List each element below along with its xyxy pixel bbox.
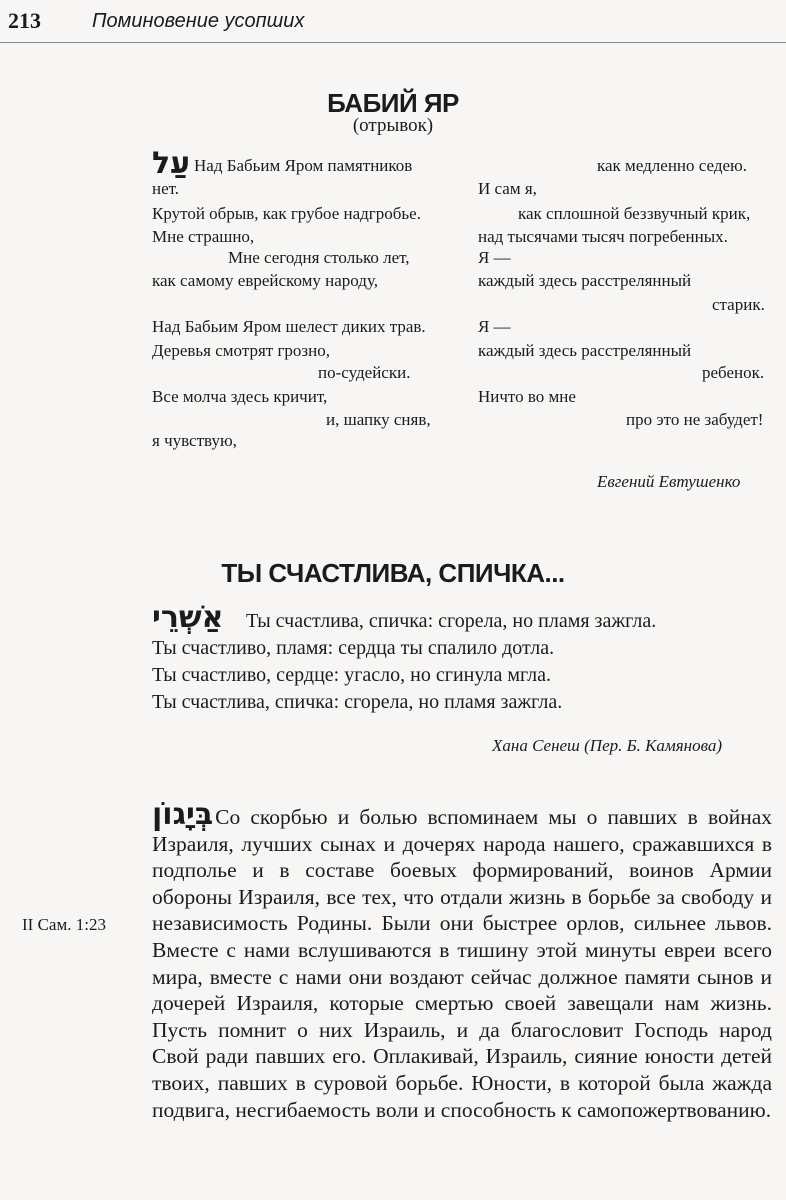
poem-line: Ты счастливо, пламя: сердца ты спалило дотла. xyxy=(152,637,555,659)
memorial-text: Со скорбью и болью вспоминаем мы о павших в войнах Израиля, лучших сынах и дочерях народа нашего, сражавшихся в подполье и в составе боевых формирований, воинов Армии обороны Израиля, все тех, что отдали жизнь в борьбе за свободу и независимость Родины. Были они быстрее орлов, сильнее львов. Вместе с нами вслушиваются в тишину этой минуты евреи всего мира, вместе с нами они воздают сейчас должное памяти сынов и дочерей Израиля, которые смертью своей завещали нам жизнь. Пусть помнит о них Израиль, и да благословит Господь народ Свой ради павших его. Оплакивай, Израиль, сияние юности детей твоих, павших в суровой борьбе. Юности, в которой была жажда подвига, несгибаемость воли и способность к самопожертвованию. xyxy=(152,805,772,1122)
section-title-babi-yar: БАБИЙ ЯР xyxy=(327,88,459,118)
poem-line: Над Бабьим Яром шелест диких трав. xyxy=(152,317,426,336)
poem-line: я чувствую, xyxy=(152,431,237,450)
header-rule xyxy=(0,42,786,43)
author-yevtushenko: Евгений Евтушенко xyxy=(597,472,741,491)
author-senesh: Хана Сенеш (Пер. Б. Камянова) xyxy=(492,736,723,755)
poem-line: Мне страшно, xyxy=(152,227,255,246)
poem-line: Деревья смотрят грозно, xyxy=(152,341,330,360)
poem-line: про это не забудет! xyxy=(626,410,764,429)
poem-line: Ты счастлива, спичка: сгорела, но пламя зажгла. xyxy=(152,691,563,713)
poem-line: как медленно седею. xyxy=(597,156,747,175)
poem-line: Ты счастлива, спичка: сгорела, но пламя зажгла. xyxy=(246,610,657,632)
poem-line: И сам я, xyxy=(478,179,537,198)
poem-line: Я — xyxy=(478,317,511,336)
page-number: 213 xyxy=(8,8,41,33)
poem-line: Мне сегодня столько лет, xyxy=(228,248,410,267)
poem-line: Ничто во мне xyxy=(478,387,576,406)
section-title-spichka: ТЫ СЧАСТЛИВА, СПИЧКА... xyxy=(221,558,565,588)
memorial-paragraph xyxy=(152,797,772,1123)
poem-line: над тысячами тысяч погребенных. xyxy=(478,227,728,246)
margin-reference: II Сам. 1:23 xyxy=(22,915,106,934)
section-subtitle: (отрывок) xyxy=(352,115,434,136)
poem-line: ребенок. xyxy=(702,363,765,382)
hebrew-initial-al: עַל xyxy=(152,146,191,181)
poem-line: каждый здесь расстрелянный xyxy=(478,271,692,290)
poem-line: Крутой обрыв, как грубое надгробье. xyxy=(152,204,421,223)
poem-line: и, шапку сняв, xyxy=(326,410,431,429)
poem-line: как сплошной беззвучный крик, xyxy=(518,204,751,223)
poem-line: Ты счастливо, сердце: угасло, но сгинула мгла. xyxy=(152,664,552,686)
poem-line: нет. xyxy=(152,179,180,198)
poem-line: Я — xyxy=(478,248,511,267)
running-title: Поминовение усопших xyxy=(92,10,305,32)
hebrew-initial-ashrei: אַשְׁרֵי xyxy=(152,600,224,635)
poem-line: Над Бабьим Яром памятников xyxy=(194,156,413,175)
poem-line: Все молча здесь кричит, xyxy=(152,387,328,406)
poem-line: старик. xyxy=(712,295,765,314)
poem-line: каждый здесь расстрелянный xyxy=(478,341,692,360)
poem-line: как самому еврейскому народу, xyxy=(152,271,378,290)
hebrew-initial-beyagon: בְּיָגוֹן xyxy=(152,797,214,832)
poem-line: по-судейски. xyxy=(318,363,411,382)
